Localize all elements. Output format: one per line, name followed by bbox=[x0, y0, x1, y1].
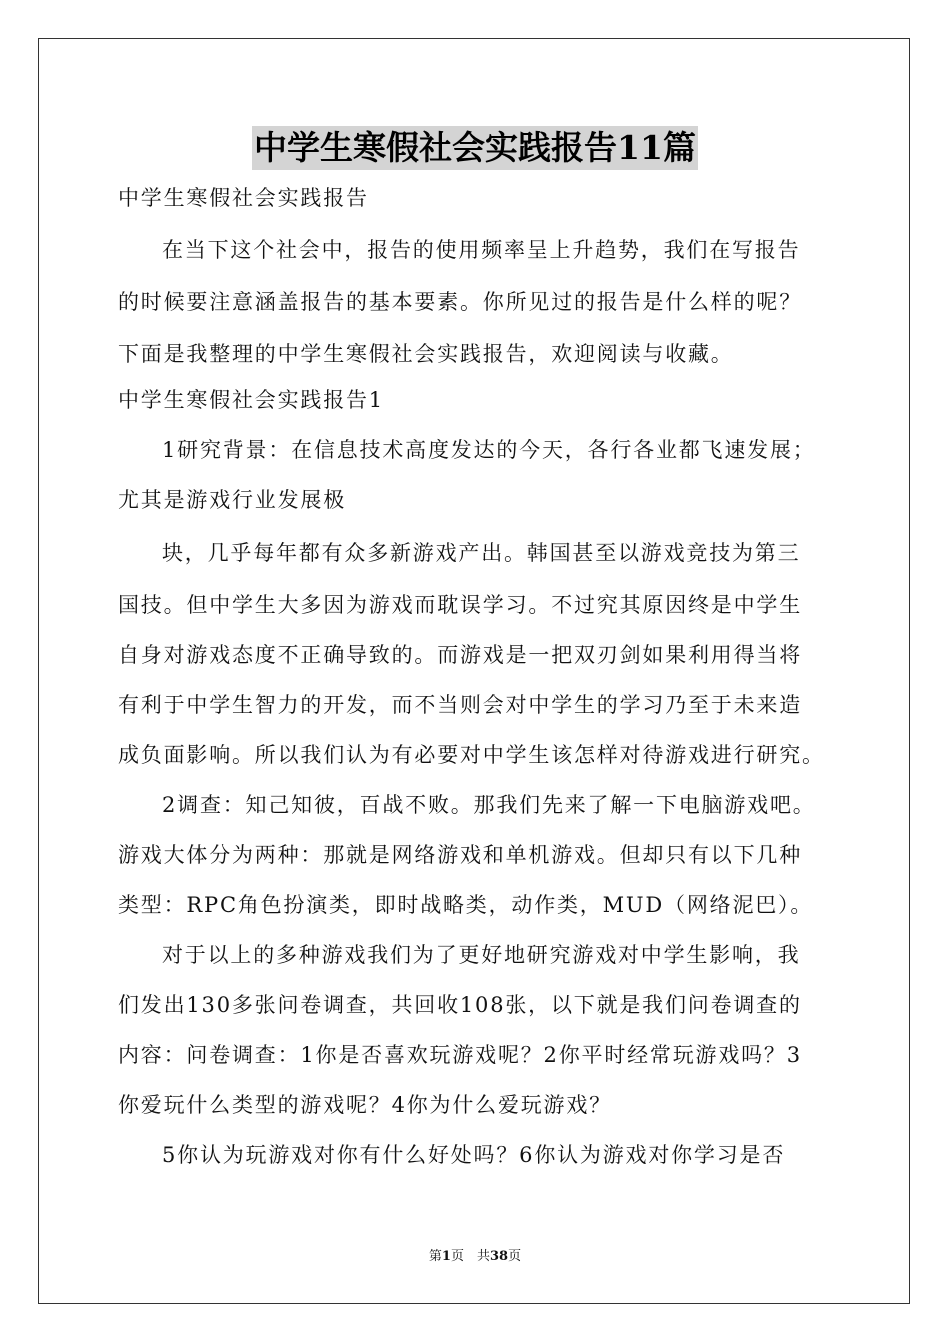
paragraph-line: 成负面影响。所以我们认为有必要对中学生该怎样对待游戏进行研究。 bbox=[118, 743, 825, 767]
paragraph-line: 块，几乎每年都有众多新游戏产出。韩国甚至以游戏竞技为第三 bbox=[162, 541, 801, 565]
paragraph-line: 内容：问卷调查：1你是否喜欢玩游戏呢？2你平时经常玩游戏吗？3 bbox=[118, 1043, 802, 1067]
page-prefix: 第 bbox=[428, 1249, 442, 1264]
paragraph-line: 的时候要注意涵盖报告的基本要素。你所见过的报告是什么样的呢？ bbox=[118, 290, 802, 314]
paragraph-line: 游戏大体分为两种：那就是网络游戏和单机游戏。但却只有以下几种 bbox=[118, 843, 802, 867]
paragraph-line: 国技。但中学生大多因为游戏而耽误学习。不过究其原因终是中学生 bbox=[118, 593, 802, 617]
page-total: 38 bbox=[489, 1249, 509, 1264]
paragraph-line: 你爱玩什么类型的游戏呢？4你为什么爱玩游戏？ bbox=[118, 1093, 612, 1117]
paragraph-line: 自身对游戏态度不正确导致的。而游戏是一把双刃剑如果利用得当将 bbox=[118, 643, 802, 667]
paragraph-line: 有利于中学生智力的开发，而不当则会对中学生的学习乃至于未来造 bbox=[118, 693, 802, 717]
page-mid: 页 共 bbox=[450, 1249, 490, 1264]
section-heading: 中学生寒假社会实践报告 bbox=[118, 186, 369, 210]
paragraph-line: 类型：RPC角色扮演类，即时战略类，动作类，MUD（网络泥巴）。 bbox=[118, 893, 814, 917]
paragraph-line: 在当下这个社会中，报告的使用频率呈上升趋势，我们在写报告 bbox=[162, 238, 801, 262]
page-current: 1 bbox=[441, 1249, 451, 1264]
paragraph-line: 2调查：知己知彼，百战不败。那我们先来了解一下电脑游戏吧。 bbox=[162, 793, 816, 817]
section-heading: 中学生寒假社会实践报告1 bbox=[118, 388, 384, 412]
paragraph-line: 们发出130多张问卷调查，共回收108张，以下就是我们问卷调查的 bbox=[118, 993, 802, 1017]
paragraph-line: 尤其是游戏行业发展极 bbox=[118, 488, 346, 512]
page-suffix: 页 bbox=[508, 1249, 522, 1264]
paragraph-line: 对于以上的多种游戏我们为了更好地研究游戏对中学生影响，我 bbox=[162, 943, 801, 967]
paragraph-line: 下面是我整理的中学生寒假社会实践报告，欢迎阅读与收藏。 bbox=[118, 342, 734, 366]
document-title: 中学生寒假社会实践报告11篇 bbox=[252, 126, 698, 170]
title-container bbox=[0, 126, 950, 170]
page-number-footer bbox=[0, 1248, 950, 1266]
paragraph-line: 5你认为玩游戏对你有什么好处吗？6你认为游戏对你学习是否 bbox=[162, 1143, 786, 1167]
paragraph-line: 1研究背景：在信息技术高度发达的今天，各行各业都飞速发展； bbox=[162, 438, 816, 462]
